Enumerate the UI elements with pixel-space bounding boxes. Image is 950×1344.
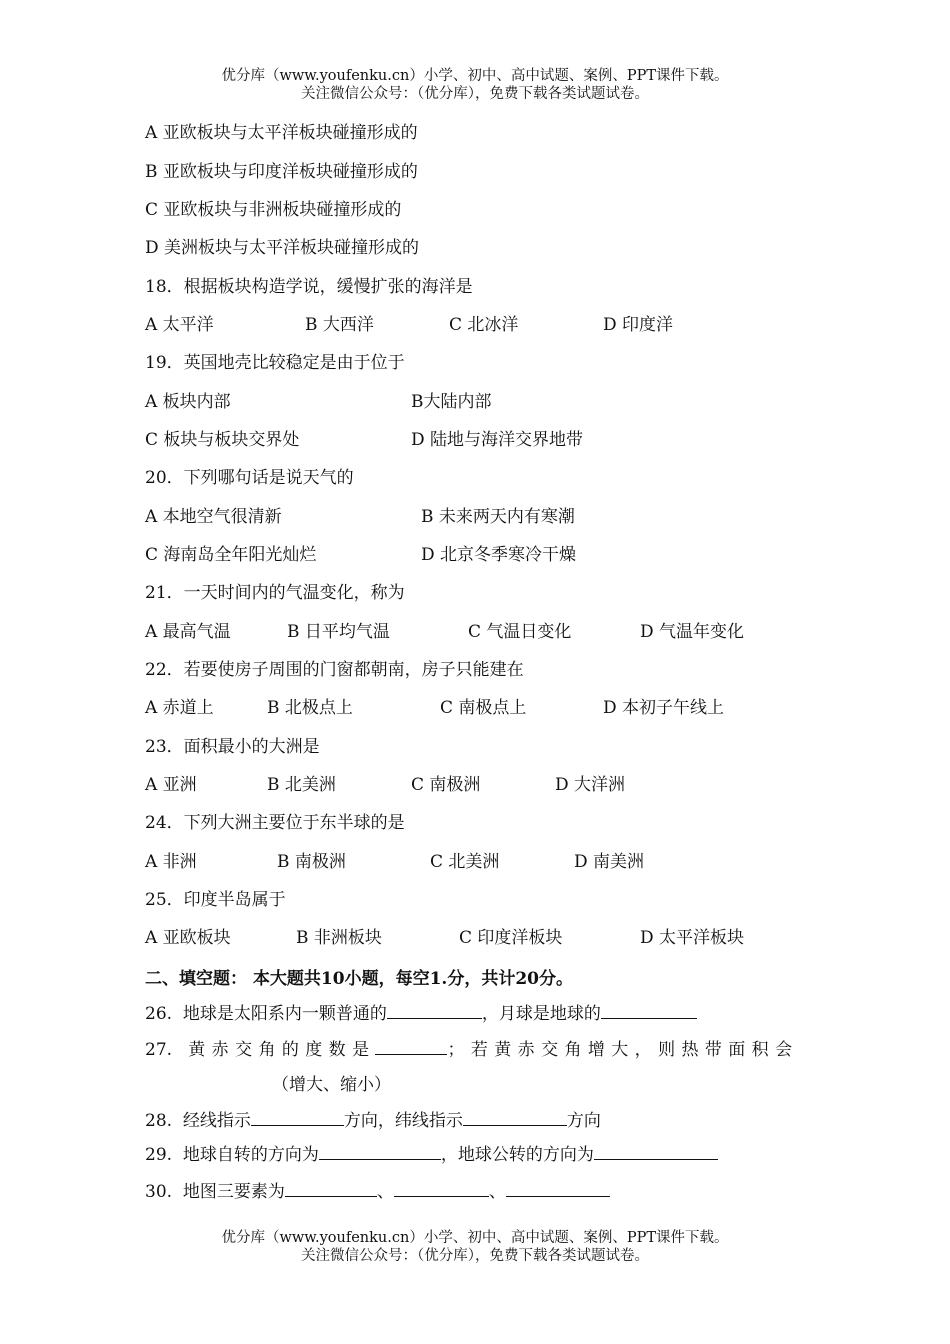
q17-option-b: B 亚欧板块与印度洋板块碰撞形成的 (145, 162, 418, 182)
header-line-2: 关注微信公众号：（优分库），免费下载各类试题试卷。 (301, 86, 649, 102)
q29-number: 29. (145, 1145, 173, 1165)
q24-option-b: B 南极洲 (277, 852, 346, 872)
q18-option-a: A 太平洋 (145, 315, 214, 335)
q20-option-d: D 北京冬季寒冷干燥 (421, 545, 577, 565)
q28-blank-2[interactable] (463, 1108, 567, 1126)
q25-option-a: A 亚欧板块 (145, 928, 231, 948)
q28 (145, 1108, 601, 1132)
q24-options (145, 850, 845, 874)
q28-blank-1[interactable] (251, 1108, 344, 1126)
q20-options-row1 (145, 505, 845, 529)
q26-number: 26. (145, 1004, 173, 1024)
q20-option-a: A 本地空气很清新 (145, 507, 282, 527)
q21-option-c: C 气温日变化 (468, 622, 572, 642)
q20-option-b: B 未来两天内有寒潮 (421, 507, 575, 527)
q25-options (145, 926, 845, 950)
q21-option-a: A 最高气温 (145, 622, 231, 642)
q27 (145, 1037, 798, 1061)
q21-option-b: B 日平均气温 (287, 622, 390, 642)
q22-options (145, 696, 845, 720)
q23-option-d: D 大洋洲 (555, 775, 626, 795)
q29-blank-1[interactable] (319, 1142, 441, 1160)
q22-option-c: C 南极点上 (440, 698, 527, 718)
q19-option-a: A 板块内部 (145, 392, 231, 412)
q22-option-d: D 本初子午线上 (603, 698, 725, 718)
q23-stem: 23．面积最小的大洲是 (145, 737, 320, 757)
q20-options-row2 (145, 543, 845, 567)
q26-blank-1[interactable] (387, 1001, 482, 1019)
q30-separator-1: 、 (376, 1182, 394, 1202)
q17-option-d: D 美洲板块与太平洋板块碰撞形成的 (145, 238, 420, 258)
q30-blank-1[interactable] (285, 1179, 377, 1197)
q25-option-b: B 非洲板块 (296, 928, 382, 948)
q19-option-d: D 陆地与海洋交界地带 (411, 430, 584, 450)
q27-text-1: 黄赤交角的度数是 (188, 1040, 376, 1060)
q19-options-row2 (145, 428, 845, 452)
q30-blank-3[interactable] (506, 1179, 610, 1197)
q30-blank-2[interactable] (394, 1179, 489, 1197)
footer-line-1: 优分库（www.youfenku.cn）小学、初中、高中试题、案例、PPT课件下载。 (221, 1230, 729, 1246)
q19-option-c: C 板块与板块交界处 (145, 430, 300, 450)
q26-text-2: ，月球是地球的 (481, 1004, 601, 1024)
q24-option-a: A 非洲 (145, 852, 197, 872)
q30-separator-2: 、 (488, 1182, 506, 1202)
q18-option-c: C 北冰洋 (449, 315, 519, 335)
q27-text-2: ；若黄赤交角增大，则热带面积会 (447, 1040, 799, 1060)
q23-option-a: A 亚洲 (145, 775, 197, 795)
page-header (0, 67, 950, 103)
q28-text-1: 经线指示 (182, 1111, 251, 1131)
q24-option-d: D 南美洲 (574, 852, 645, 872)
header-line-1: 优分库（www.youfenku.cn）小学、初中、高中试题、案例、PPT课件下载。 (221, 68, 729, 84)
q28-number: 28. (145, 1111, 173, 1131)
q18-stem: 18．根据板块构造学说，缓慢扩张的海洋是 (145, 277, 473, 297)
q23-option-c: C 南极洲 (411, 775, 481, 795)
q21-options (145, 620, 845, 644)
q20-option-c: C 海南岛全年阳光灿烂 (145, 545, 317, 565)
q18-options (145, 313, 845, 337)
q19-option-b: B大陆内部 (411, 392, 492, 412)
q27-note: （增大、缩小） (272, 1075, 391, 1095)
section-2-title: 二、填空题： 本大题共10小题，每空1.分，共计20分。 (145, 969, 573, 989)
q29-blank-2[interactable] (594, 1142, 718, 1160)
q27-number: 27. (145, 1040, 173, 1060)
q26-text-1: 地球是太阳系内一颗普通的 (182, 1004, 387, 1024)
q24-stem: 24．下列大洲主要位于东半球的是 (145, 813, 405, 833)
q21-stem: 21．一天时间内的气温变化，称为 (145, 583, 405, 603)
q30-number: 30. (145, 1182, 173, 1202)
q30 (145, 1179, 610, 1203)
q25-option-d: D 太平洋板块 (640, 928, 745, 948)
footer-line-2: 关注微信公众号：（优分库），免费下载各类试题试卷。 (301, 1248, 649, 1264)
q29-text-2: ，地球公转的方向为 (440, 1145, 594, 1165)
q17-option-c: C 亚欧板块与非洲板块碰撞形成的 (145, 200, 402, 220)
q22-option-a: A 赤道上 (145, 698, 214, 718)
q23-options (145, 773, 845, 797)
q26-blank-2[interactable] (601, 1001, 697, 1019)
q29-text-1: 地球自转的方向为 (182, 1145, 319, 1165)
q19-stem: 19．英国地壳比较稳定是由于位于 (145, 353, 405, 373)
q22-option-b: B 北极点上 (267, 698, 353, 718)
q26 (145, 1001, 697, 1025)
q28-text-2: 方向，纬线指示 (343, 1111, 463, 1131)
q27-blank-1[interactable] (375, 1037, 447, 1055)
q25-option-c: C 印度洋板块 (459, 928, 563, 948)
q28-text-3: 方向 (566, 1111, 601, 1131)
q21-option-d: D 气温年变化 (640, 622, 745, 642)
page-footer (0, 1229, 950, 1265)
q18-option-d: D 印度洋 (603, 315, 674, 335)
q18-option-b: B 大西洋 (305, 315, 374, 335)
q22-stem: 22．若要使房子周围的门窗都朝南，房子只能建在 (145, 660, 524, 680)
q24-option-c: C 北美洲 (430, 852, 500, 872)
q23-option-b: B 北美洲 (267, 775, 336, 795)
q19-options-row1 (145, 390, 845, 414)
q25-stem: 25．印度半岛属于 (145, 890, 286, 910)
q17-option-a: A 亚欧板块与太平洋板块碰撞形成的 (145, 123, 418, 143)
q29 (145, 1142, 718, 1166)
q30-text-1: 地图三要素为 (182, 1182, 285, 1202)
q20-stem: 20．下列哪句话是说天气的 (145, 468, 354, 488)
